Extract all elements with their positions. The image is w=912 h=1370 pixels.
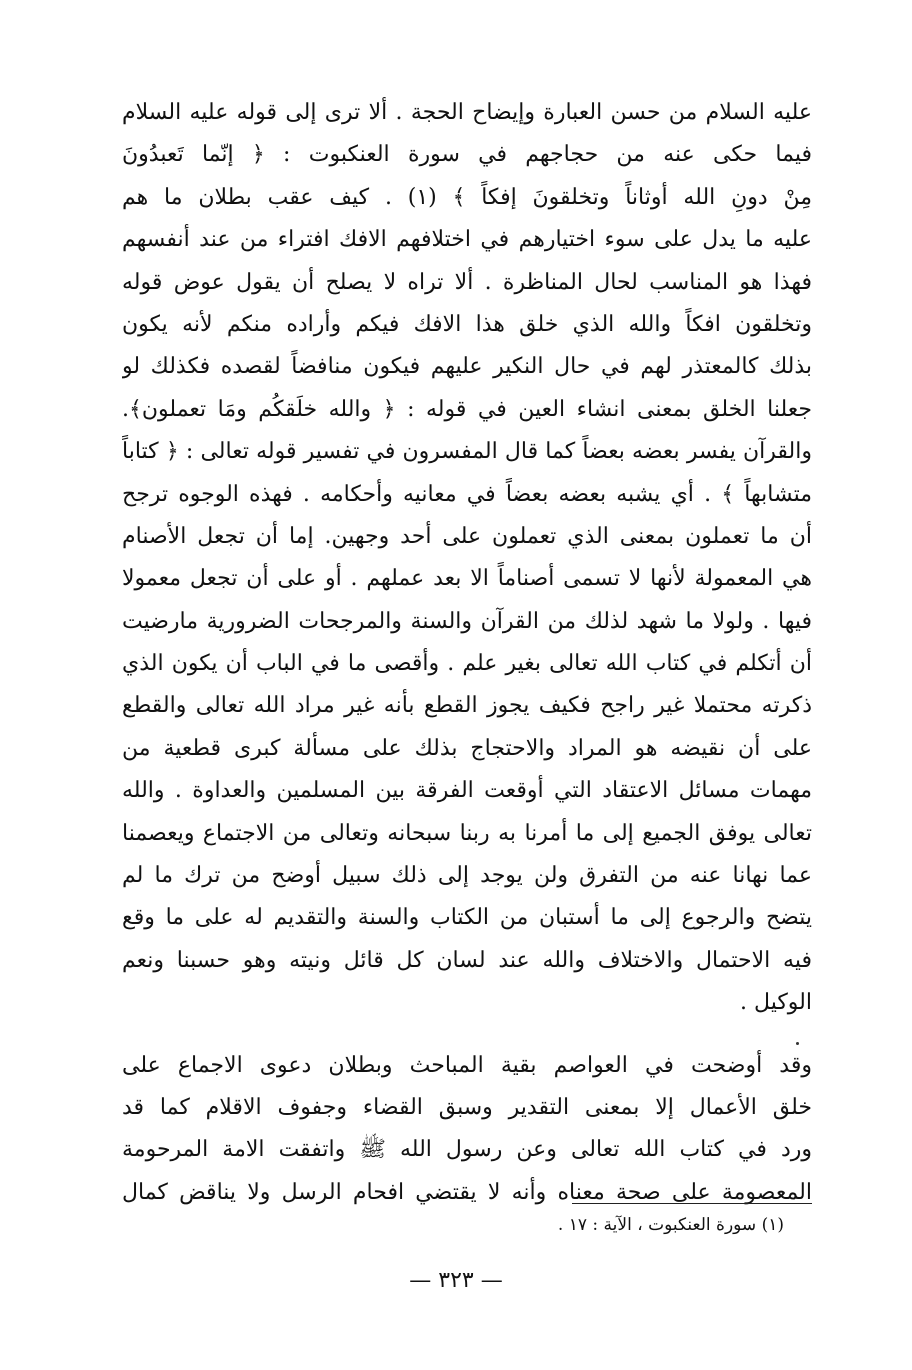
text-line: فيها . ولولا ما شهد لذلك من القرآن والسنة والمرجحات الضرورية مارضيت: [122, 608, 812, 634]
footnote-divider: [572, 1203, 812, 1204]
text-line: والقرآن يفسر بعضه بعضاً كما قال المفسرون في تفسير قوله تعالى : ﴿ كتاباً: [122, 439, 812, 465]
text-line: عليه ما يدل على سوء اختيارهم في اختلافهم الافك افتراء من عند أنفسهم: [122, 227, 812, 253]
paragraph-gap: [122, 1025, 812, 1045]
text-line: ورد في كتاب الله تعالى وعن رسول الله ﷺ واتفقت الامة المرحومة: [122, 1137, 812, 1163]
text-line: أن أتكلم في كتاب الله تعالى بغير علم . وأقصى ما في الباب أن يكون الذي: [122, 651, 812, 677]
footnote: (١) سورة العنكبوت ، الآية : ١٧ .: [557, 1215, 784, 1235]
print-speck: [796, 1042, 799, 1045]
text-line: على أن نقيضه هو المراد والاحتجاج بذلك على مسألة كبرى قطعية من: [122, 735, 812, 761]
text-line: خلق الأعمال إلا بمعنى التقدير وسبق القضاء وجفوف الاقلام كما قد: [122, 1094, 812, 1120]
text-line: أن ما تعملون بمعنى الذي تعملون على أحد وجهين. إما أن تجعل الأصنام: [122, 523, 812, 549]
text-line: بذلك كالمعتذر لهم في حال النكير عليهم فيكون منافضاً لقصده فكذلك لو: [122, 354, 812, 380]
text-line: مِنْ دونِ الله أوثاناً وتخلقونَ إفكاً ﴾ (١) . كيف عقب بطلان ما هم: [122, 184, 812, 210]
text-line: ذكرته محتملا غير راجح فكيف يجوز القطع بأنه غير مراد الله تعالى والقطع: [122, 693, 812, 719]
text-line: متشابهاً ﴾ . أي يشبه بعضه بعضاً في معانيه وأحكامه . فهذه الوجوه ترجح: [122, 481, 812, 507]
text-line: الوكيل .: [740, 990, 812, 1016]
text-line: المعصومة على صحة معناه وأنه لا يقتضي افحام الرسل ولا يناقض كمال: [122, 1179, 812, 1205]
text-line: مهمات مسائل الاعتقاد التي أوقعت الفرقة بين المسلمين والعداوة . والله: [122, 778, 812, 804]
text-line: يتضح والرجوع إلى ما أستبان من الكتاب والسنة والتقديم له على ما وقع: [122, 905, 812, 931]
text-line: عليه السلام من حسن العبارة وإيضاح الحجة . ألا ترى إلى قوله عليه السلام: [122, 100, 812, 125]
text-line: عما نهانا عنه من التفرق ولن يوجد إلى ذلك سبيل أوضح من ترك ما لم: [122, 863, 812, 889]
text-line: وقد أوضحت في العواصم بقية المباحث وبطلان دعوى الاجماع على: [122, 1052, 812, 1078]
text-line: وتخلقون افكاً والله الذي خلق هذا الافك فيكم وأراده منكم لأنه يكون: [122, 311, 812, 337]
text-line: فيه الاحتمال والاختلاف والله عند لسان كل قائل ونيته وهو حسبنا ونعم: [122, 947, 812, 973]
text-line: جعلنا الخلق بمعنى انشاء العين في قوله : ﴿ والله خلَقكُم ومَا تعملون﴾.: [122, 396, 812, 422]
text-line: هي المعمولة لأنها لا تسمى أصناماً الا بعد عملهم . أو على أن تجعل معمولا: [122, 566, 812, 592]
page-number: — ٣٢٣ —: [409, 1268, 503, 1293]
paragraph-1: [122, 92, 812, 1025]
paragraph-2: [122, 1045, 812, 1215]
text-line: فهذا هو المناسب لحال المناظرة . ألا تراه لا يصلح أن يقول عوض قوله: [122, 269, 812, 295]
main-text: [122, 92, 812, 1214]
text-line: فيما حكى عنه من حجاجهم في سورة العنكبوت : ﴿ إنّما تَعبدُونَ: [122, 142, 812, 168]
text-line: تعالى يوفق الجميع إلى ما أمرنا به ربنا سبحانه وتعالى من الاجتماع ويعصمنا: [122, 820, 812, 846]
